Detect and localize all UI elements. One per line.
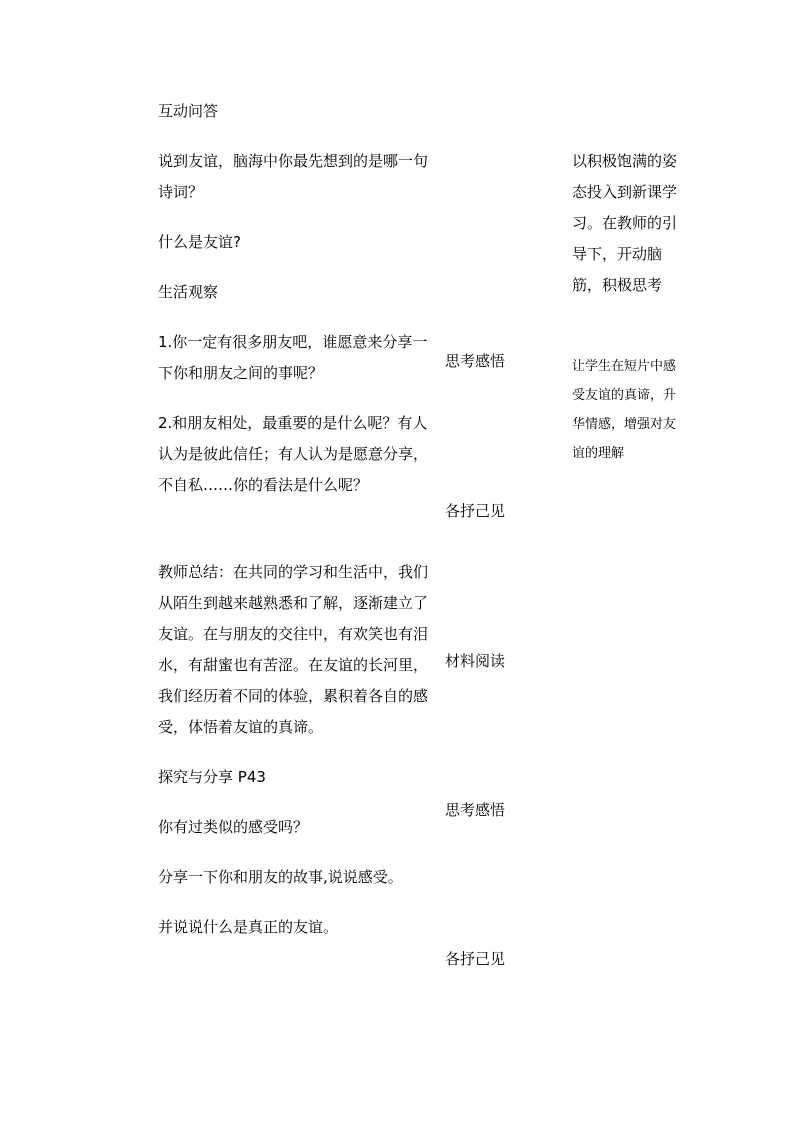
question-poetry: 说到友谊，脑海中你最先想到的是哪一句诗词？ xyxy=(158,152,429,201)
design-intent-2-text: 让学生在短片中感受友谊的真谛，升华情感，增强对友谊的理解 xyxy=(572,359,677,461)
section-heading-life-observation: 生活观察 xyxy=(158,283,219,301)
activity-think-2: 思考感悟 xyxy=(445,801,506,819)
observation-item-1: 1.你一定有很多朋友吧，谁愿意来分享一下你和朋友之间的事呢？ xyxy=(158,333,428,382)
design-intent-1-text: 以积极饱满的姿态投入到新课学习。在教师的引导下，开动脑筋，积极思考 xyxy=(572,152,678,294)
design-intent-1 xyxy=(572,146,684,301)
teacher-summary: 教师总结：在共同的学习和生活中，我们从陌生到越来越熟悉和了解，逐渐建立了友谊。在与朋友的交往中，有欢笑也有泪水，有甜蜜也有苦涩。在友谊的长河里，我们经历着不同的体验，累积着各自的感受，体悟着友谊的真谛。 xyxy=(158,563,429,736)
section-heading-interactive-qa: 互动问答 xyxy=(158,102,219,120)
question-true-friendship: 并说说什么是真正的友谊。 xyxy=(158,918,339,936)
question-what-is-friendship: 什么是友谊? xyxy=(158,233,241,251)
teaching-content-column xyxy=(158,96,434,943)
question-similar-feelings: 你有过类似的感受吗？ xyxy=(158,818,309,836)
question-share-story: 分享一下你和朋友的故事,说说感受。 xyxy=(158,868,403,886)
observation-item-2: 2.和朋友相处，最重要的是什么呢？有人认为是彼此信任；有人认为是愿意分享，不自私……你的看法是什么呢？ xyxy=(158,414,429,494)
activity-opinion-1: 各抒己见 xyxy=(445,502,506,520)
activity-opinion-2: 各抒己见 xyxy=(445,950,506,968)
activity-think-1: 思考感悟 xyxy=(445,352,506,370)
section-heading-explore-share: 探究与分享 P43 xyxy=(158,768,266,786)
design-intent-2 xyxy=(572,352,684,468)
activity-material-reading: 材料阅读 xyxy=(445,652,506,670)
